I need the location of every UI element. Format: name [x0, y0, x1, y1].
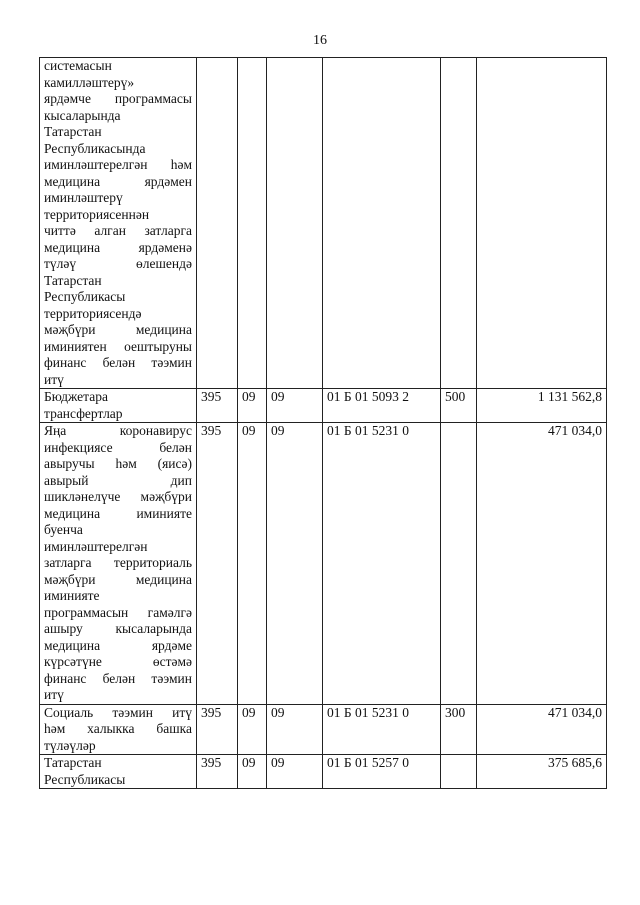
item-name-line: күрсәтүне өстәмә	[44, 654, 192, 669]
item-name-line: Татарстан	[44, 755, 102, 770]
item-name-line: медицина ярдәме	[44, 637, 192, 653]
item-name-line: һәм халыкка башка	[44, 721, 192, 736]
item-name-line: итү	[44, 687, 64, 702]
expense-type-cell	[441, 755, 477, 789]
subsection-code-cell: 09	[267, 389, 323, 423]
amount-cell: 471 034,0	[477, 704, 607, 755]
section-code-cell	[238, 58, 267, 389]
item-name-line: Бюджетара	[44, 389, 108, 404]
table-body	[40, 58, 607, 789]
amount-cell	[477, 58, 607, 389]
item-name-line: Республикасы	[44, 771, 126, 787]
ministry-code-cell: 395	[197, 423, 238, 705]
expense-type-cell: 300	[441, 704, 477, 755]
item-name-line: территориясендә	[44, 305, 142, 321]
amount-cell: 375 685,6	[477, 755, 607, 789]
subsection-code-cell: 09	[267, 423, 323, 705]
item-name-line: читтә алган затларга	[44, 223, 192, 238]
item-name-cell	[40, 423, 197, 705]
target-article-cell: 01 Б 01 5231 0	[323, 423, 441, 705]
item-name-line: программасын гамәлгә	[44, 604, 192, 620]
table-row	[40, 755, 607, 789]
item-name-line: мәҗбүри медицина	[44, 322, 192, 337]
item-name-line: түләү өлешендә	[44, 256, 192, 271]
budget-table	[39, 57, 607, 789]
item-name-line: ярдәмче программасы	[44, 91, 192, 106]
item-name-line: финанс белән тәэмин	[44, 670, 192, 686]
item-name-line: медицина иминияте	[44, 505, 192, 521]
section-code-cell: 09	[238, 423, 267, 705]
item-name-line: территориясеннән	[44, 206, 150, 222]
ministry-code-cell	[197, 58, 238, 389]
item-name-line: иминләштерелгән	[44, 538, 148, 554]
ministry-code-cell: 395	[197, 704, 238, 755]
item-name-line: иминиятен оештыруны	[44, 338, 192, 354]
item-name-line: Республикасында	[44, 140, 146, 156]
item-name-line: инфекциясе белән	[44, 439, 192, 455]
amount-cell: 1 131 562,8	[477, 389, 607, 423]
section-code-cell: 09	[238, 389, 267, 423]
item-name-line: медицина ярдәмен	[44, 173, 192, 189]
amount-cell: 471 034,0	[477, 423, 607, 705]
item-name-line: шикләнелүче мәҗбүри	[44, 489, 192, 504]
item-name-line: авырый дип	[44, 472, 192, 488]
item-name-cell	[40, 389, 197, 423]
subsection-code-cell: 09	[267, 704, 323, 755]
item-name-cell	[40, 58, 197, 389]
table-row	[40, 423, 607, 705]
item-name-line: буенча	[44, 522, 83, 537]
item-name-line: медицина ярдәменә	[44, 239, 192, 255]
expense-type-cell	[441, 423, 477, 705]
item-name-line: ашыру кысаларында	[44, 621, 192, 636]
item-name-cell	[40, 755, 197, 789]
item-name-line: кысаларында	[44, 107, 121, 123]
item-name-line: финанс белән тәэмин	[44, 355, 192, 370]
item-name-line: Яңа коронавирус	[44, 423, 192, 438]
item-name-line: иминияте	[44, 588, 100, 603]
section-code-cell: 09	[238, 755, 267, 789]
item-name-cell	[40, 704, 197, 755]
item-name-line: камилләштерү»	[44, 74, 135, 90]
target-article-cell: 01 Б 01 5257 0	[323, 755, 441, 789]
item-name-line: түләүләр	[44, 737, 96, 753]
item-name-line: Республикасы	[44, 289, 126, 304]
item-name-line: авыручы һәм (яисә)	[44, 456, 192, 471]
subsection-code-cell: 09	[267, 755, 323, 789]
item-name-line: иминләштерү	[44, 190, 123, 205]
item-name-line: Татарстан	[44, 272, 102, 288]
target-article-cell: 01 Б 01 5093 2	[323, 389, 441, 423]
subsection-code-cell	[267, 58, 323, 389]
table-row	[40, 58, 607, 389]
item-name-line: трансфертлар	[44, 405, 123, 421]
page-number: 16	[313, 33, 327, 48]
table-row	[40, 389, 607, 423]
section-code-cell: 09	[238, 704, 267, 755]
item-name-line: системасын	[44, 58, 112, 73]
item-name-line: иминләштерелгән һәм	[44, 157, 192, 172]
item-name-line: итү	[44, 371, 64, 387]
item-name-line: мәҗбүри медицина	[44, 571, 192, 587]
ministry-code-cell: 395	[197, 755, 238, 789]
target-article-cell: 01 Б 01 5231 0	[323, 704, 441, 755]
item-name-line: Татарстан	[44, 124, 102, 139]
item-name-line: Социаль тәэмин итү	[44, 704, 192, 720]
expense-type-cell	[441, 58, 477, 389]
item-name-line: затларга территориаль	[44, 555, 192, 570]
ministry-code-cell: 395	[197, 389, 238, 423]
expense-type-cell: 500	[441, 389, 477, 423]
table-row	[40, 704, 607, 755]
target-article-cell	[323, 58, 441, 389]
